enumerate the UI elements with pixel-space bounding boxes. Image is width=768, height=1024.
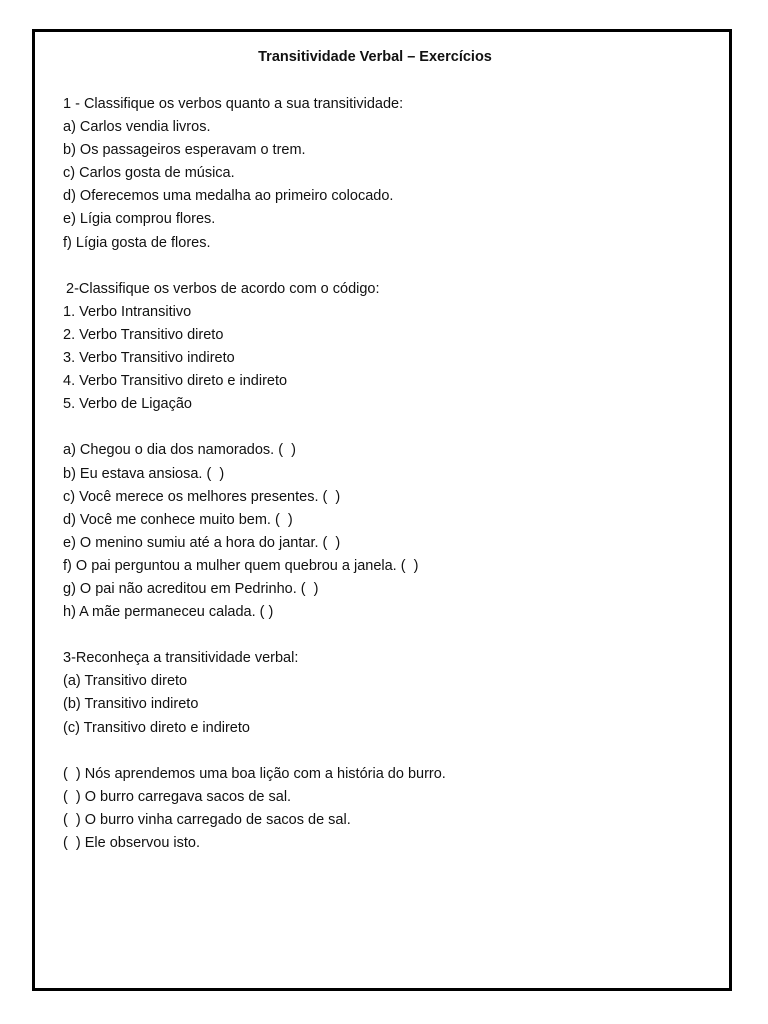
q3-option-b: (b) Transitivo indireto — [63, 696, 199, 713]
q2-item-e: e) O menino sumiu até a hora do jantar. ( ) — [63, 534, 341, 551]
spacer — [63, 418, 703, 441]
q2-code-2: 2. Verbo Transitivo direto — [63, 326, 224, 343]
q1-item-d: d) Oferecemos uma medalha ao primeiro colocado. — [63, 188, 394, 205]
q1-item-a: a) Carlos vendia livros. — [63, 119, 211, 136]
q2-item-g: g) O pai não acreditou em Pedrinho. ( ) — [63, 580, 319, 597]
q3-option-c: (c) Transitivo direto e indireto — [63, 719, 250, 736]
spacer — [63, 257, 703, 280]
q1-item-c: c) Carlos gosta de música. — [63, 165, 235, 182]
spacer — [63, 626, 703, 649]
q3-option-a: (a) Transitivo direto — [63, 673, 188, 690]
q2-item-f: f) O pai perguntou a mulher quem quebrou a janela. ( ) — [63, 557, 419, 574]
q2-code-4: 4. Verbo Transitivo direto e indireto — [63, 373, 288, 390]
q2-item-c: c) Você merece os melhores presentes. ( ) — [63, 488, 341, 505]
q1-item-e: e) Lígia comprou flores. — [63, 211, 216, 228]
spacer — [63, 742, 703, 765]
q3-item-4: ( ) Ele observou isto. — [63, 835, 200, 851]
q2-item-a: a) Chegou o dia dos namorados. ( ) — [63, 442, 296, 459]
question-2-heading: 2-Classifique os verbos de acordo com o código: — [66, 280, 380, 297]
q2-code-1: 1. Verbo Intransitivo — [63, 303, 192, 320]
q3-item-2: ( ) O burro carregava sacos de sal. — [63, 788, 292, 805]
q2-code-3: 3. Verbo Transitivo indireto — [63, 350, 235, 367]
q2-item-b: b) Eu estava ansiosa. ( ) — [63, 465, 225, 482]
question-1-heading: 1 - Classifique os verbos quanto a sua transitividade: — [63, 96, 404, 112]
q3-item-3: ( ) O burro vinha carregado de sacos de sal. — [63, 811, 351, 828]
page-title: Transitividade Verbal – Exercícios — [258, 49, 492, 65]
q1-item-f: f) Lígia gosta de flores. — [63, 234, 211, 251]
q3-item-1: ( ) Nós aprendemos uma boa lição com a história do burro. — [63, 765, 446, 782]
q2-item-h: h) A mãe permaneceu calada. ( ) — [63, 604, 274, 621]
q2-code-5: 5. Verbo de Ligação — [63, 396, 192, 413]
q1-item-b: b) Os passageiros esperavam o trem. — [63, 142, 306, 159]
q2-item-d: d) Você me conhece muito bem. ( ) — [63, 511, 293, 528]
exercise-content — [63, 95, 703, 857]
question-3-heading: 3-Reconheça a transitividade verbal: — [63, 650, 299, 667]
